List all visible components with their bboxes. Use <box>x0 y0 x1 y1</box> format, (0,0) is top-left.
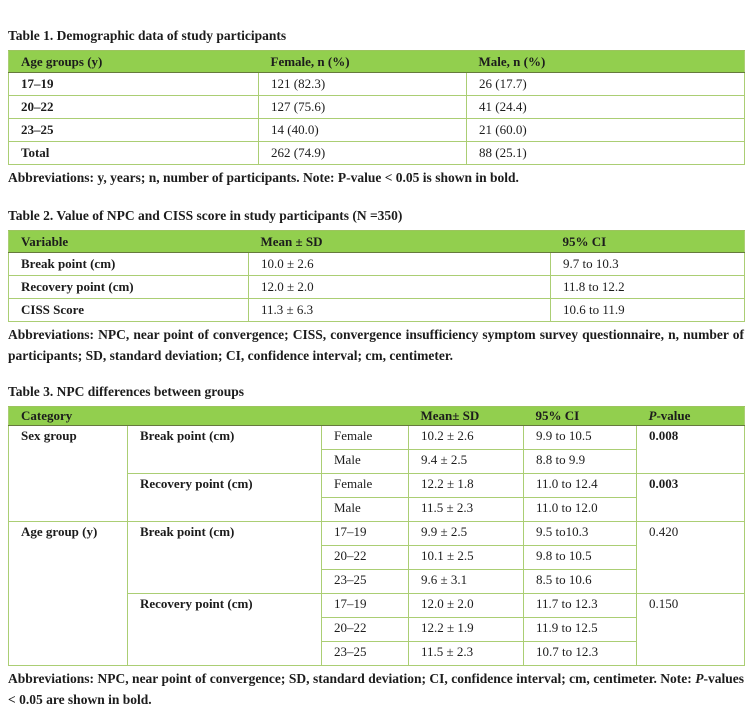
table3-cell-p-value: 0.420 <box>637 522 745 594</box>
table3-footnote-text: -values < 0.05 are shown in bold. <box>8 671 744 707</box>
table3-header-ci: 95% CI <box>524 407 637 426</box>
table2-cell-mean: 11.3 ± 6.3 <box>249 299 551 322</box>
table3-cell-subgroup: Female <box>322 474 409 498</box>
table3-cell-mean: 9.4 ± 2.5 <box>409 450 524 474</box>
table1-cell-age: 23–25 <box>9 119 259 142</box>
table2-footnote: Abbreviations: NPC, near point of convergence; CISS, convergence insufficiency symptom survey questionnaire, n, number of participants; SD, standard deviation; CI, confidence interval; cm, centimeter. <box>8 327 744 363</box>
table-row <box>9 522 745 546</box>
table3-cell-mean: 12.0 ± 2.0 <box>409 594 524 618</box>
table3-cell-subgroup: 20–22 <box>322 546 409 570</box>
table3-cell-measure: Break point (cm) <box>128 522 322 594</box>
table-row <box>9 299 745 322</box>
table3-section <box>8 384 744 710</box>
table1-cell-male: 26 (17.7) <box>467 73 745 96</box>
table-row <box>9 142 745 165</box>
table2-title: Table 2. Value of NPC and CISS score in study participants (N =350) <box>8 208 403 223</box>
table3-cell-ci: 10.7 to 12.3 <box>524 642 637 666</box>
table3-cell-category: Age group (y) <box>9 522 128 666</box>
table2-section <box>8 208 744 366</box>
table-row <box>9 276 745 299</box>
table3-header-p-value <box>637 407 745 426</box>
table3-header-category: Category <box>9 407 409 426</box>
table2-header-variable: Variable <box>9 231 249 253</box>
table3 <box>8 406 745 666</box>
table3-cell-p-value: 0.003 <box>637 474 745 522</box>
table-row <box>9 426 745 450</box>
table1-header-female: Female, n (%) <box>259 51 467 73</box>
table-row <box>9 96 745 119</box>
table2-cell-mean: 10.0 ± 2.6 <box>249 253 551 276</box>
table3-cell-ci: 11.0 to 12.4 <box>524 474 637 498</box>
table2-header-mean-sd: Mean ± SD <box>249 231 551 253</box>
footnote-italic-p: P <box>695 671 704 686</box>
table3-cell-ci: 8.5 to 10.6 <box>524 570 637 594</box>
table3-cell-subgroup: Female <box>322 426 409 450</box>
table2-cell-variable: CISS Score <box>9 299 249 322</box>
table3-cell-ci: 11.0 to 12.0 <box>524 498 637 522</box>
table-row <box>9 73 745 96</box>
table-row <box>9 119 745 142</box>
p-value-italic-p: P <box>648 408 657 423</box>
table1-cell-female: 121 (82.3) <box>259 73 467 96</box>
table3-header-mean-sd: Mean± SD <box>409 407 524 426</box>
table1-cell-female: 262 (74.9) <box>259 142 467 165</box>
p-value-suffix: -value <box>656 408 691 423</box>
table3-cell-mean: 10.1 ± 2.5 <box>409 546 524 570</box>
table2-cell-ci: 9.7 to 10.3 <box>551 253 745 276</box>
table1-header-age-groups: Age groups (y) <box>9 51 259 73</box>
table3-footnote <box>8 668 744 710</box>
table3-cell-measure: Break point (cm) <box>128 426 322 474</box>
table3-cell-ci: 9.8 to 10.5 <box>524 546 637 570</box>
table3-cell-mean: 12.2 ± 1.9 <box>409 618 524 642</box>
table1-cell-age: 17–19 <box>9 73 259 96</box>
table3-cell-ci: 11.9 to 12.5 <box>524 618 637 642</box>
table3-cell-subgroup: 17–19 <box>322 594 409 618</box>
table3-header-row <box>9 407 745 426</box>
table3-cell-ci: 8.8 to 9.9 <box>524 450 637 474</box>
table3-cell-measure: Recovery point (cm) <box>128 594 322 666</box>
table2-header-ci: 95% CI <box>551 231 745 253</box>
table3-cell-subgroup: 20–22 <box>322 618 409 642</box>
table3-cell-ci: 11.7 to 12.3 <box>524 594 637 618</box>
table3-cell-subgroup: 23–25 <box>322 570 409 594</box>
table3-cell-subgroup: Male <box>322 498 409 522</box>
table3-cell-mean: 11.5 ± 2.3 <box>409 642 524 666</box>
table3-cell-mean: 9.6 ± 3.1 <box>409 570 524 594</box>
table3-cell-ci: 9.9 to 10.5 <box>524 426 637 450</box>
table3-cell-mean: 9.9 ± 2.5 <box>409 522 524 546</box>
table3-cell-mean: 11.5 ± 2.3 <box>409 498 524 522</box>
table1-section <box>8 28 744 188</box>
table1-cell-male: 88 (25.1) <box>467 142 745 165</box>
table1-header-male: Male, n (%) <box>467 51 745 73</box>
table-row <box>9 253 745 276</box>
table3-cell-p-value: 0.150 <box>637 594 745 666</box>
table2-cell-variable: Break point (cm) <box>9 253 249 276</box>
table1-cell-female: 14 (40.0) <box>259 119 467 142</box>
table1-cell-male: 21 (60.0) <box>467 119 745 142</box>
table2-cell-ci: 10.6 to 11.9 <box>551 299 745 322</box>
table3-cell-mean: 10.2 ± 2.6 <box>409 426 524 450</box>
table1-cell-female: 127 (75.6) <box>259 96 467 119</box>
table2-header-row <box>9 231 745 253</box>
table2-cell-variable: Recovery point (cm) <box>9 276 249 299</box>
table3-cell-subgroup: Male <box>322 450 409 474</box>
table1-title: Table 1. Demographic data of study participants <box>8 28 287 43</box>
table3-cell-measure: Recovery point (cm) <box>128 474 322 522</box>
table1-cell-age: 20–22 <box>9 96 259 119</box>
table2-cell-ci: 11.8 to 12.2 <box>551 276 745 299</box>
table3-cell-ci: 9.5 to10.3 <box>524 522 637 546</box>
table1-cell-total: Total <box>9 142 259 165</box>
table3-title: Table 3. NPC differences between groups <box>8 384 244 399</box>
table3-cell-p-value: 0.008 <box>637 426 745 474</box>
table1-cell-male: 41 (24.4) <box>467 96 745 119</box>
table3-cell-subgroup: 17–19 <box>322 522 409 546</box>
table3-footnote-text: Abbreviations: NPC, near point of convergence; SD, standard deviation; CI, confidence interval; cm, centimeter. Note: <box>8 671 696 686</box>
table1-header-row <box>9 51 745 73</box>
table2 <box>8 230 745 322</box>
table3-cell-category: Sex group <box>9 426 128 522</box>
table1 <box>8 50 745 165</box>
table2-cell-mean: 12.0 ± 2.0 <box>249 276 551 299</box>
table3-cell-mean: 12.2 ± 1.8 <box>409 474 524 498</box>
table3-cell-subgroup: 23–25 <box>322 642 409 666</box>
table1-footnote: Abbreviations: y, years; n, number of participants. Note: P-value < 0.05 is shown in bold. <box>8 170 519 185</box>
